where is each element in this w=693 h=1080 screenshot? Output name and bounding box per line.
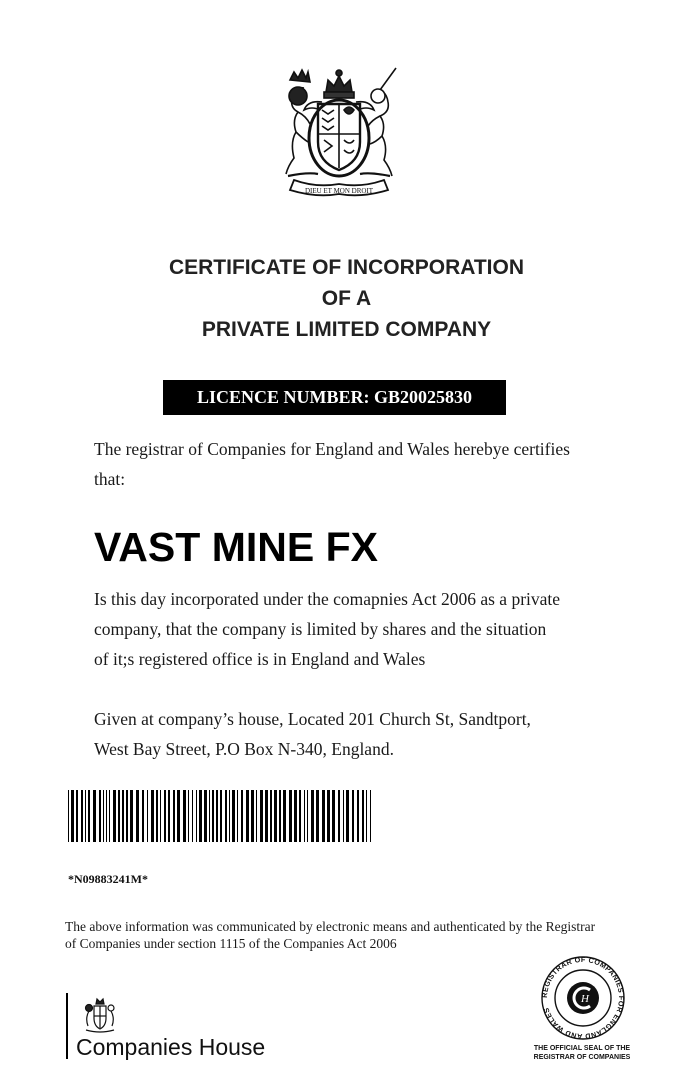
incorporation-line-3: of it;s registered office is in England and Wales [94,649,426,669]
registrar-intro [94,434,654,494]
seal-caption-line-2: REGISTRAR OF COMPANIES [533,1054,631,1061]
seal-caption [512,1044,652,1062]
companies-house-logo-text: Companies House [76,1034,266,1060]
incorporation-statement [94,584,654,674]
crest-motto: DIEU ET MON DROIT [304,187,374,195]
certificate-title [0,252,693,345]
seal-ring-text: REGISTRAR OF COMPANIES FOR ENGLAND AND WALES [539,956,627,1040]
intro-line-1: The registrar of Companies for England and Wales herebye certifies [94,439,570,459]
title-line-1: CERTIFICATE OF INCORPORATION [168,256,525,279]
intro-line-2: that: [94,469,126,489]
registrar-seal-icon [533,956,633,1040]
barcode-icon [66,790,376,842]
incorporation-line-2: company, that the company is limited by shares and the situation [94,619,547,639]
seal-caption-line-1: THE OFFICIAL SEAL OF THE [533,1045,631,1052]
royal-coat-of-arms-icon [268,62,410,202]
authentication-note [65,918,655,952]
incorporation-line-1: Is this day incorporated under the comapnies Act 2006 as a private [94,589,561,609]
barcode-number: *N09883241M* [68,872,148,886]
given-at-statement [94,704,654,764]
given-line-1: Given at company’s house, Located 201 Church St, Sandtport, [94,709,531,729]
svg-text:H: H [581,993,589,1005]
given-line-2: West Bay Street, P.O Box N-340, England. [94,739,394,759]
companies-house-crest-icon [80,996,120,1034]
company-name: VAST MINE FX [94,524,378,570]
authentication-line-1: The above information was communicated by electronic means and authenticated by the Registrar [65,919,596,934]
licence-number-banner: LICENCE NUMBER: GB20025830 [163,380,506,415]
title-line-3: PRIVATE LIMITED COMPANY [201,318,492,341]
authentication-line-2: of Companies under section 1115 of the Companies Act 2006 [65,936,397,951]
companies-house-divider [66,993,68,1059]
title-line-2: OF A [321,287,372,310]
